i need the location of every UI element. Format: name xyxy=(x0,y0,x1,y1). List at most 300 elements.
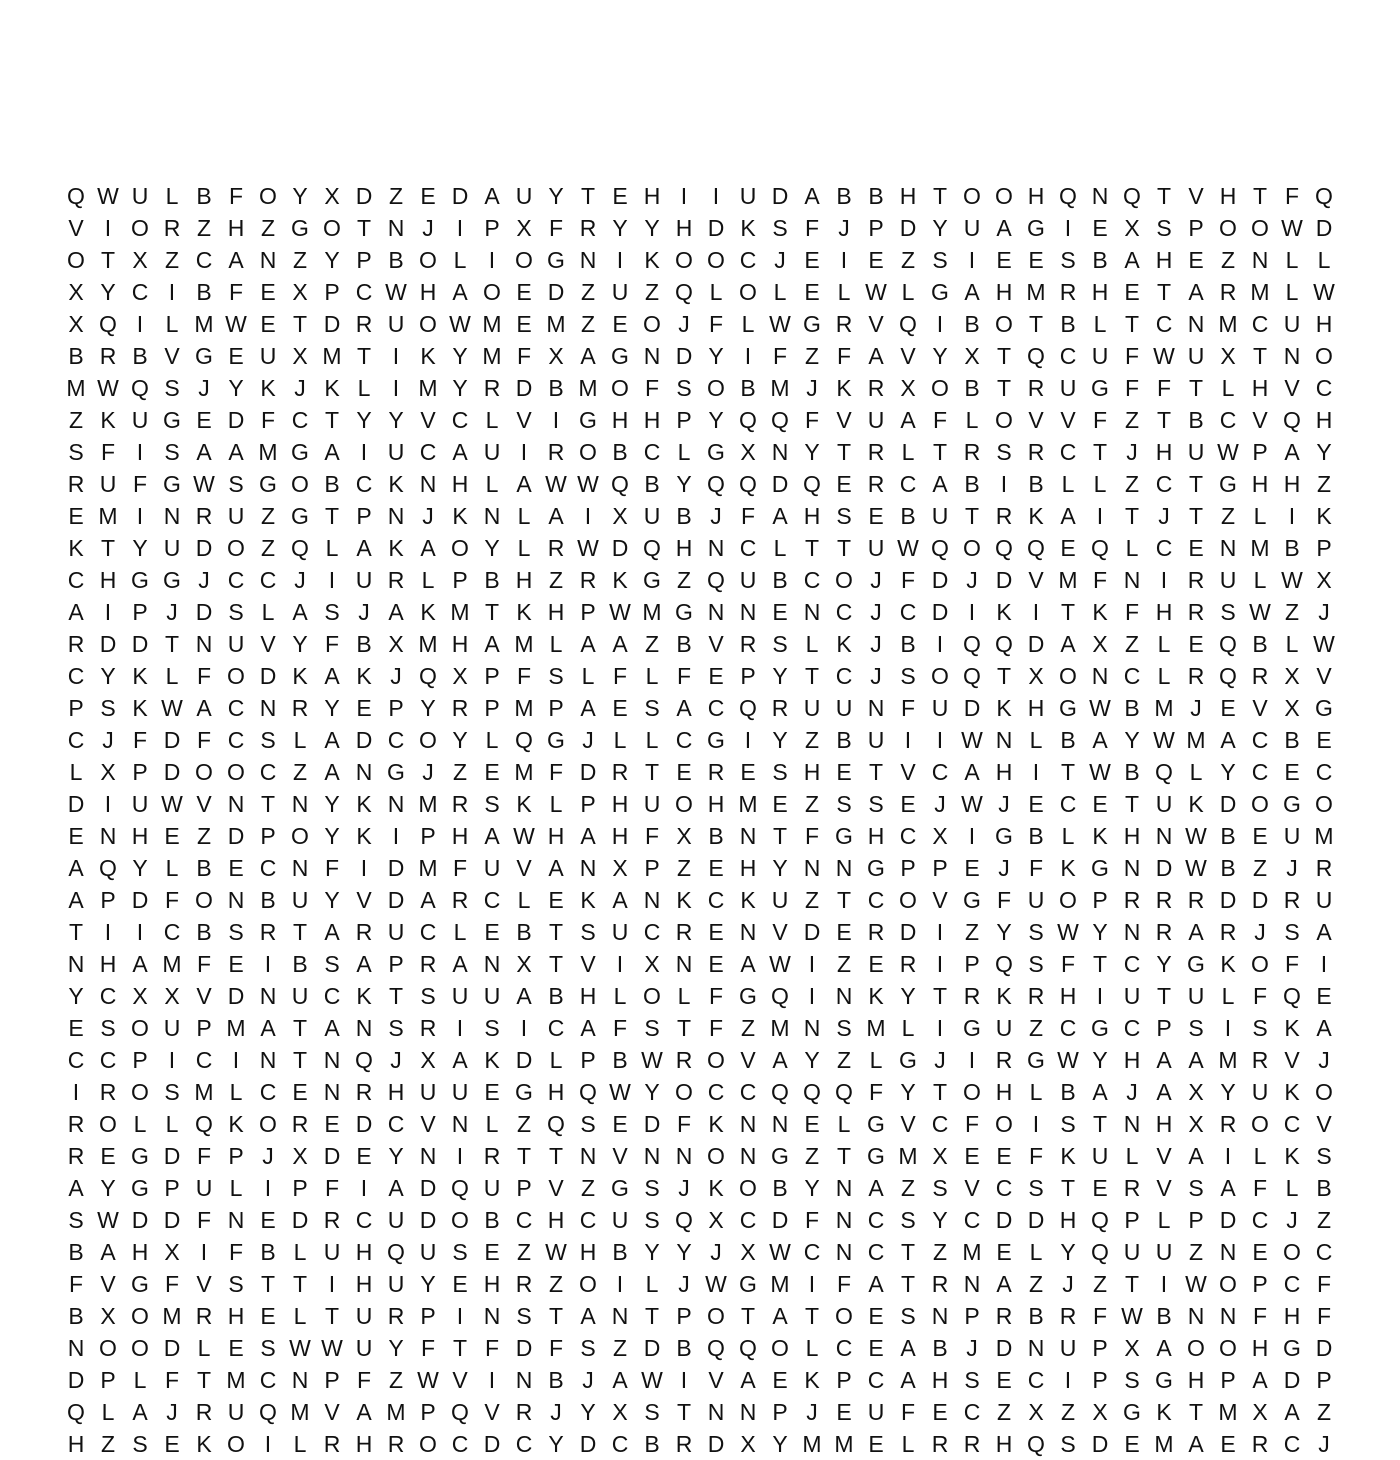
grid-letter-cell[interactable]: Z xyxy=(196,215,212,241)
grid-letter-cell[interactable]: Y xyxy=(324,887,340,913)
grid-letter-cell[interactable]: T xyxy=(1060,759,1076,785)
grid-letter-cell[interactable]: A xyxy=(740,951,756,977)
grid-letter-cell[interactable]: Q xyxy=(355,1047,373,1073)
grid-letter-cell[interactable]: L xyxy=(645,1271,659,1297)
grid-letter-cell[interactable]: D xyxy=(131,631,149,657)
grid-letter-cell[interactable]: M xyxy=(1154,695,1174,721)
grid-letter-cell[interactable]: S xyxy=(900,1207,916,1233)
grid-letter-cell[interactable]: G xyxy=(1283,1335,1301,1361)
grid-letter-cell[interactable]: Q xyxy=(739,471,757,497)
grid-letter-cell[interactable]: R xyxy=(1187,567,1205,593)
grid-letter-cell[interactable]: O xyxy=(963,1079,981,1105)
grid-letter-cell[interactable]: S xyxy=(484,791,500,817)
grid-letter-cell[interactable]: S xyxy=(484,1015,500,1041)
grid-letter-cell[interactable]: N xyxy=(1219,1303,1237,1329)
grid-letter-cell[interactable]: N xyxy=(355,759,373,785)
grid-letter-cell[interactable]: P xyxy=(132,1047,148,1073)
grid-letter-cell[interactable]: E xyxy=(516,279,532,305)
grid-letter-cell[interactable]: V xyxy=(548,1175,564,1201)
grid-letter-cell[interactable]: Z xyxy=(548,1271,564,1297)
grid-letter-cell[interactable]: L xyxy=(1061,823,1075,849)
grid-letter-cell[interactable]: S xyxy=(420,983,436,1009)
grid-letter-cell[interactable]: H xyxy=(643,183,661,209)
grid-letter-cell[interactable]: U xyxy=(1187,343,1205,369)
grid-letter-cell[interactable]: P xyxy=(676,407,692,433)
grid-letter-cell[interactable]: B xyxy=(1028,823,1044,849)
grid-letter-cell[interactable]: Z xyxy=(996,1399,1012,1425)
grid-letter-cell[interactable]: Z xyxy=(676,567,692,593)
grid-letter-cell[interactable]: C xyxy=(963,1207,981,1233)
grid-letter-cell[interactable]: K xyxy=(484,1047,500,1073)
grid-letter-cell[interactable]: A xyxy=(580,823,596,849)
grid-letter-cell[interactable]: Q xyxy=(1315,183,1333,209)
grid-letter-cell[interactable]: I xyxy=(104,215,112,241)
grid-letter-cell[interactable]: L xyxy=(1285,279,1299,305)
grid-letter-cell[interactable]: R xyxy=(1219,1111,1237,1137)
grid-letter-cell[interactable]: A xyxy=(740,1367,756,1393)
grid-letter-cell[interactable]: Q xyxy=(547,1111,565,1137)
grid-letter-cell[interactable]: A xyxy=(68,599,84,625)
grid-letter-cell[interactable]: L xyxy=(165,1111,179,1137)
grid-letter-cell[interactable]: F xyxy=(132,727,148,753)
grid-letter-cell[interactable]: C xyxy=(835,599,853,625)
grid-letter-cell[interactable]: Q xyxy=(707,567,725,593)
grid-letter-cell[interactable]: R xyxy=(1187,599,1205,625)
grid-letter-cell[interactable]: Y xyxy=(356,407,372,433)
grid-letter-cell[interactable]: X xyxy=(1284,663,1300,689)
grid-letter-cell[interactable]: V xyxy=(1284,1047,1300,1073)
grid-letter-cell[interactable]: L xyxy=(1253,503,1267,529)
grid-letter-cell[interactable]: U xyxy=(163,1015,181,1041)
grid-letter-cell[interactable]: A xyxy=(772,503,788,529)
grid-letter-cell[interactable]: I xyxy=(232,1047,240,1073)
grid-letter-cell[interactable]: T xyxy=(836,887,852,913)
grid-letter-cell[interactable]: H xyxy=(99,951,117,977)
grid-letter-cell[interactable]: W xyxy=(545,1239,567,1265)
grid-letter-cell[interactable]: T xyxy=(164,631,180,657)
grid-letter-cell[interactable]: C xyxy=(867,887,885,913)
grid-letter-cell[interactable]: Q xyxy=(707,471,725,497)
grid-letter-cell[interactable]: I xyxy=(200,1239,208,1265)
grid-letter-cell[interactable]: A xyxy=(1188,1143,1204,1169)
grid-letter-cell[interactable]: E xyxy=(964,855,980,881)
grid-letter-cell[interactable]: R xyxy=(515,1271,533,1297)
grid-letter-cell[interactable]: C xyxy=(1123,1015,1141,1041)
grid-letter-cell[interactable]: C xyxy=(387,727,405,753)
grid-letter-cell[interactable]: T xyxy=(1060,1175,1076,1201)
grid-letter-cell[interactable]: T xyxy=(1188,375,1204,401)
grid-letter-cell[interactable]: D xyxy=(995,567,1013,593)
grid-letter-cell[interactable]: M xyxy=(514,759,534,785)
grid-letter-cell[interactable]: T xyxy=(1124,503,1140,529)
grid-letter-cell[interactable]: H xyxy=(1315,311,1333,337)
grid-letter-cell[interactable]: J xyxy=(966,1335,978,1361)
grid-letter-cell[interactable]: C xyxy=(1059,791,1077,817)
grid-letter-cell[interactable]: V xyxy=(420,1111,436,1137)
grid-letter-cell[interactable]: A xyxy=(1156,1079,1172,1105)
grid-letter-cell[interactable]: A xyxy=(68,1175,84,1201)
grid-letter-cell[interactable]: K xyxy=(260,375,276,401)
grid-letter-cell[interactable]: I xyxy=(968,599,976,625)
grid-letter-cell[interactable]: C xyxy=(1219,407,1237,433)
grid-letter-cell[interactable]: A xyxy=(1284,439,1300,465)
grid-letter-cell[interactable]: O xyxy=(643,983,661,1009)
grid-letter-cell[interactable]: T xyxy=(900,1271,916,1297)
grid-letter-cell[interactable]: D xyxy=(163,1335,181,1361)
grid-letter-cell[interactable]: G xyxy=(963,1015,981,1041)
grid-letter-cell[interactable]: A xyxy=(1316,919,1332,945)
grid-letter-cell[interactable]: P xyxy=(356,503,372,529)
grid-letter-cell[interactable]: P xyxy=(324,279,340,305)
grid-letter-cell[interactable]: T xyxy=(1028,311,1044,337)
grid-letter-cell[interactable]: T xyxy=(324,407,340,433)
grid-letter-cell[interactable]: V xyxy=(1028,407,1044,433)
grid-letter-cell[interactable]: D xyxy=(611,535,629,561)
grid-letter-cell[interactable]: I xyxy=(360,855,368,881)
grid-letter-cell[interactable]: Y xyxy=(420,1271,436,1297)
grid-letter-cell[interactable]: I xyxy=(488,247,496,273)
grid-letter-cell[interactable]: Z xyxy=(804,1143,820,1169)
grid-letter-cell[interactable]: F xyxy=(644,375,660,401)
grid-letter-cell[interactable]: V xyxy=(1156,1175,1172,1201)
grid-letter-cell[interactable]: A xyxy=(452,439,468,465)
grid-letter-cell[interactable]: Q xyxy=(931,535,949,561)
grid-letter-cell[interactable]: W xyxy=(97,1207,119,1233)
grid-letter-cell[interactable]: I xyxy=(680,1367,688,1393)
grid-letter-cell[interactable]: Z xyxy=(964,919,980,945)
grid-letter-cell[interactable]: A xyxy=(324,727,340,753)
grid-letter-cell[interactable]: T xyxy=(292,311,308,337)
grid-letter-cell[interactable]: G xyxy=(803,311,821,337)
grid-letter-cell[interactable]: F xyxy=(740,503,756,529)
grid-letter-cell[interactable]: X xyxy=(612,1399,628,1425)
grid-letter-cell[interactable]: U xyxy=(387,1271,405,1297)
grid-letter-cell[interactable]: U xyxy=(355,567,373,593)
grid-letter-cell[interactable]: M xyxy=(1314,823,1334,849)
grid-letter-cell[interactable]: H xyxy=(611,823,629,849)
grid-letter-cell[interactable]: S xyxy=(228,1271,244,1297)
grid-letter-cell[interactable]: B xyxy=(68,1303,84,1329)
grid-letter-cell[interactable]: S xyxy=(388,1015,404,1041)
grid-letter-cell[interactable]: X xyxy=(100,1303,116,1329)
grid-letter-cell[interactable]: D xyxy=(227,407,245,433)
grid-letter-cell[interactable]: R xyxy=(1123,887,1141,913)
grid-letter-cell[interactable]: A xyxy=(772,1047,788,1073)
grid-letter-cell[interactable]: U xyxy=(355,1335,373,1361)
grid-letter-cell[interactable]: Y xyxy=(1124,727,1140,753)
grid-letter-cell[interactable]: Q xyxy=(995,951,1013,977)
grid-letter-cell[interactable]: M xyxy=(418,791,438,817)
grid-letter-cell[interactable]: O xyxy=(515,247,533,273)
grid-letter-cell[interactable]: E xyxy=(708,855,724,881)
grid-letter-cell[interactable]: B xyxy=(132,343,148,369)
grid-letter-cell[interactable]: A xyxy=(68,855,84,881)
grid-letter-cell[interactable]: F xyxy=(708,983,724,1009)
grid-letter-cell[interactable]: F xyxy=(164,1367,180,1393)
grid-letter-cell[interactable]: H xyxy=(1187,1367,1205,1393)
grid-letter-cell[interactable]: A xyxy=(484,823,500,849)
grid-letter-cell[interactable]: S xyxy=(1060,247,1076,273)
grid-letter-cell[interactable]: F xyxy=(196,1207,212,1233)
grid-letter-cell[interactable]: I xyxy=(392,823,400,849)
grid-letter-cell[interactable]: W xyxy=(545,471,567,497)
grid-letter-cell[interactable]: Q xyxy=(1091,535,1109,561)
grid-letter-cell[interactable]: Z xyxy=(388,1367,404,1393)
grid-letter-cell[interactable]: T xyxy=(1188,1399,1204,1425)
grid-letter-cell[interactable]: N xyxy=(227,1207,245,1233)
grid-letter-cell[interactable]: Y xyxy=(100,279,116,305)
grid-letter-cell[interactable]: C xyxy=(803,1239,821,1265)
grid-letter-cell[interactable]: U xyxy=(259,343,277,369)
grid-letter-cell[interactable]: C xyxy=(259,1079,277,1105)
grid-letter-cell[interactable]: T xyxy=(1156,183,1172,209)
grid-letter-cell[interactable]: E xyxy=(612,183,628,209)
grid-letter-cell[interactable]: G xyxy=(515,1079,533,1105)
grid-letter-cell[interactable]: L xyxy=(1253,1143,1267,1169)
grid-letter-cell[interactable]: Q xyxy=(1283,983,1301,1009)
grid-letter-cell[interactable]: D xyxy=(963,695,981,721)
grid-letter-cell[interactable]: Q xyxy=(419,663,437,689)
grid-letter-cell[interactable]: Z xyxy=(68,407,84,433)
grid-letter-cell[interactable]: O xyxy=(707,247,725,273)
grid-letter-cell[interactable]: C xyxy=(99,1047,117,1073)
grid-letter-cell[interactable]: M xyxy=(1218,1399,1238,1425)
grid-letter-cell[interactable]: J xyxy=(870,567,882,593)
grid-letter-cell[interactable]: C xyxy=(547,1015,565,1041)
grid-letter-cell[interactable]: J xyxy=(198,567,210,593)
grid-letter-cell[interactable]: X xyxy=(164,1239,180,1265)
grid-letter-cell[interactable]: B xyxy=(196,279,212,305)
grid-letter-cell[interactable]: F xyxy=(1060,951,1076,977)
grid-letter-cell[interactable]: H xyxy=(1059,1207,1077,1233)
grid-letter-cell[interactable]: I xyxy=(968,1047,976,1073)
grid-letter-cell[interactable]: S xyxy=(580,1111,596,1137)
grid-letter-cell[interactable]: H xyxy=(227,215,245,241)
grid-letter-cell[interactable]: V xyxy=(932,887,948,913)
grid-letter-cell[interactable]: R xyxy=(1059,279,1077,305)
grid-letter-cell[interactable]: L xyxy=(1029,727,1043,753)
grid-letter-cell[interactable]: U xyxy=(611,919,629,945)
grid-letter-cell[interactable]: U xyxy=(963,215,981,241)
grid-letter-cell[interactable]: Z xyxy=(1092,1271,1108,1297)
grid-letter-cell[interactable]: V xyxy=(1156,1143,1172,1169)
grid-letter-cell[interactable]: L xyxy=(1061,471,1075,497)
grid-letter-cell[interactable]: E xyxy=(1124,279,1140,305)
grid-letter-cell[interactable]: C xyxy=(195,1047,213,1073)
grid-letter-cell[interactable]: L xyxy=(133,1111,147,1137)
grid-letter-cell[interactable]: D xyxy=(419,1175,437,1201)
grid-letter-cell[interactable]: K xyxy=(836,375,852,401)
grid-letter-cell[interactable]: Z xyxy=(580,279,596,305)
grid-letter-cell[interactable]: M xyxy=(226,1367,246,1393)
grid-letter-cell[interactable]: T xyxy=(1188,503,1204,529)
grid-letter-cell[interactable]: O xyxy=(1315,791,1333,817)
grid-letter-cell[interactable]: F xyxy=(1252,1175,1268,1201)
grid-letter-cell[interactable]: N xyxy=(835,1239,853,1265)
grid-letter-cell[interactable]: A xyxy=(420,535,436,561)
grid-letter-cell[interactable]: B xyxy=(1284,535,1300,561)
grid-letter-cell[interactable]: Z xyxy=(388,183,404,209)
grid-letter-cell[interactable]: N xyxy=(387,215,405,241)
grid-letter-cell[interactable]: S xyxy=(772,215,788,241)
grid-letter-cell[interactable]: R xyxy=(1251,1431,1269,1457)
grid-letter-cell[interactable]: B xyxy=(324,471,340,497)
grid-letter-cell[interactable]: E xyxy=(836,1399,852,1425)
grid-letter-cell[interactable]: B xyxy=(1028,471,1044,497)
grid-letter-cell[interactable]: R xyxy=(419,951,437,977)
grid-letter-cell[interactable]: P xyxy=(164,1175,180,1201)
grid-letter-cell[interactable]: H xyxy=(1059,983,1077,1009)
grid-letter-cell[interactable]: G xyxy=(291,215,309,241)
grid-letter-cell[interactable]: O xyxy=(899,887,917,913)
grid-letter-cell[interactable]: Z xyxy=(900,247,916,273)
grid-letter-cell[interactable]: P xyxy=(964,951,980,977)
grid-letter-cell[interactable]: B xyxy=(772,1175,788,1201)
grid-letter-cell[interactable]: J xyxy=(1126,1079,1138,1105)
grid-letter-cell[interactable]: N xyxy=(483,503,501,529)
grid-letter-cell[interactable]: A xyxy=(484,183,500,209)
grid-letter-cell[interactable]: E xyxy=(868,1431,884,1457)
grid-letter-cell[interactable]: Q xyxy=(1155,759,1173,785)
grid-letter-cell[interactable]: Z xyxy=(196,823,212,849)
grid-letter-cell[interactable]: M xyxy=(1058,567,1078,593)
grid-letter-cell[interactable]: J xyxy=(998,855,1010,881)
grid-letter-cell[interactable]: A xyxy=(324,919,340,945)
grid-letter-cell[interactable]: E xyxy=(1220,1431,1236,1457)
grid-letter-cell[interactable]: R xyxy=(1251,663,1269,689)
grid-letter-cell[interactable]: U xyxy=(355,1303,373,1329)
grid-letter-cell[interactable]: Z xyxy=(516,1111,532,1137)
grid-letter-cell[interactable]: T xyxy=(100,535,116,561)
grid-letter-cell[interactable]: H xyxy=(995,759,1013,785)
grid-letter-cell[interactable]: B xyxy=(644,471,660,497)
grid-letter-cell[interactable]: W xyxy=(385,279,407,305)
grid-letter-cell[interactable]: M xyxy=(418,855,438,881)
grid-letter-cell[interactable]: Q xyxy=(1059,183,1077,209)
grid-letter-cell[interactable]: M xyxy=(66,375,86,401)
grid-letter-cell[interactable]: H xyxy=(1155,1111,1173,1137)
grid-letter-cell[interactable]: T xyxy=(932,983,948,1009)
grid-letter-cell[interactable]: S xyxy=(1124,1367,1140,1393)
grid-letter-cell[interactable]: D xyxy=(387,887,405,913)
grid-letter-cell[interactable]: E xyxy=(356,695,372,721)
grid-letter-cell[interactable]: E xyxy=(996,1143,1012,1169)
grid-letter-cell[interactable]: W xyxy=(1185,1271,1207,1297)
grid-letter-cell[interactable]: L xyxy=(293,1239,307,1265)
grid-letter-cell[interactable]: T xyxy=(1252,343,1268,369)
grid-letter-cell[interactable]: U xyxy=(611,1207,629,1233)
grid-letter-cell[interactable]: B xyxy=(612,439,628,465)
grid-letter-cell[interactable]: S xyxy=(676,375,692,401)
grid-letter-cell[interactable]: W xyxy=(417,1367,439,1393)
grid-letter-cell[interactable]: N xyxy=(1091,183,1109,209)
grid-letter-cell[interactable]: U xyxy=(611,279,629,305)
grid-letter-cell[interactable]: R xyxy=(323,1207,341,1233)
grid-letter-cell[interactable]: R xyxy=(67,631,85,657)
grid-letter-cell[interactable]: A xyxy=(964,279,980,305)
grid-letter-cell[interactable]: H xyxy=(547,599,565,625)
grid-letter-cell[interactable]: C xyxy=(259,567,277,593)
grid-letter-cell[interactable]: Y xyxy=(292,183,308,209)
grid-letter-cell[interactable]: S xyxy=(260,727,276,753)
grid-letter-cell[interactable]: T xyxy=(900,1239,916,1265)
grid-letter-cell[interactable]: U xyxy=(419,1239,437,1265)
grid-letter-cell[interactable]: G xyxy=(1059,695,1077,721)
grid-letter-cell[interactable]: V xyxy=(420,407,436,433)
grid-letter-cell[interactable]: E xyxy=(100,1143,116,1169)
grid-letter-cell[interactable]: Y xyxy=(100,663,116,689)
grid-letter-cell[interactable]: B xyxy=(260,887,276,913)
grid-letter-cell[interactable]: K xyxy=(356,823,372,849)
grid-letter-cell[interactable]: J xyxy=(358,599,370,625)
grid-letter-cell[interactable]: L xyxy=(229,1079,243,1105)
grid-letter-cell[interactable]: O xyxy=(131,1303,149,1329)
grid-letter-cell[interactable]: I xyxy=(136,311,144,337)
grid-letter-cell[interactable]: A xyxy=(1220,727,1236,753)
grid-letter-cell[interactable]: D xyxy=(931,567,949,593)
grid-letter-cell[interactable]: C xyxy=(899,471,917,497)
grid-letter-cell[interactable]: D xyxy=(483,1431,501,1457)
grid-letter-cell[interactable]: Y xyxy=(932,215,948,241)
grid-letter-cell[interactable]: U xyxy=(867,1399,885,1425)
grid-letter-cell[interactable]: N xyxy=(323,1047,341,1073)
grid-letter-cell[interactable]: F xyxy=(1028,1143,1044,1169)
grid-letter-cell[interactable]: N xyxy=(579,247,597,273)
grid-letter-cell[interactable]: Q xyxy=(1123,183,1141,209)
grid-letter-cell[interactable]: P xyxy=(516,1175,532,1201)
grid-letter-cell[interactable]: I xyxy=(1064,1367,1072,1393)
grid-letter-cell[interactable]: J xyxy=(870,599,882,625)
grid-letter-cell[interactable]: T xyxy=(804,663,820,689)
grid-letter-cell[interactable]: C xyxy=(739,247,757,273)
grid-letter-cell[interactable]: T xyxy=(932,439,948,465)
grid-letter-cell[interactable]: F xyxy=(356,1367,372,1393)
grid-letter-cell[interactable]: O xyxy=(707,1143,725,1169)
grid-letter-cell[interactable]: W xyxy=(1057,919,1079,945)
grid-letter-cell[interactable]: K xyxy=(68,535,84,561)
grid-letter-cell[interactable]: I xyxy=(104,919,112,945)
grid-letter-cell[interactable]: L xyxy=(1317,247,1331,273)
grid-letter-cell[interactable]: R xyxy=(675,1431,693,1457)
grid-letter-cell[interactable]: A xyxy=(388,599,404,625)
grid-letter-cell[interactable]: K xyxy=(420,599,436,625)
grid-letter-cell[interactable]: Q xyxy=(451,1175,469,1201)
grid-letter-cell[interactable]: E xyxy=(1124,1431,1140,1457)
grid-letter-cell[interactable]: I xyxy=(936,919,944,945)
grid-letter-cell[interactable]: E xyxy=(708,663,724,689)
grid-letter-cell[interactable]: S xyxy=(1156,215,1172,241)
grid-letter-cell[interactable]: I xyxy=(328,1271,336,1297)
grid-letter-cell[interactable]: E xyxy=(1252,823,1268,849)
grid-letter-cell[interactable]: C xyxy=(1059,343,1077,369)
grid-letter-cell[interactable]: L xyxy=(1093,471,1107,497)
grid-letter-cell[interactable]: N xyxy=(483,951,501,977)
grid-letter-cell[interactable]: G xyxy=(579,407,597,433)
grid-letter-cell[interactable]: Z xyxy=(1124,407,1140,433)
grid-letter-cell[interactable]: N xyxy=(739,1143,757,1169)
grid-letter-cell[interactable]: V xyxy=(324,1399,340,1425)
grid-letter-cell[interactable]: T xyxy=(68,919,84,945)
grid-letter-cell[interactable]: R xyxy=(67,1143,85,1169)
grid-letter-cell[interactable]: Z xyxy=(804,791,820,817)
grid-letter-cell[interactable]: H xyxy=(1155,599,1173,625)
grid-letter-cell[interactable]: O xyxy=(227,535,245,561)
grid-letter-cell[interactable]: V xyxy=(1252,695,1268,721)
grid-letter-cell[interactable]: D xyxy=(579,759,597,785)
grid-letter-cell[interactable]: N xyxy=(259,1047,277,1073)
grid-letter-cell[interactable]: Q xyxy=(739,407,757,433)
grid-letter-cell[interactable]: C xyxy=(195,247,213,273)
